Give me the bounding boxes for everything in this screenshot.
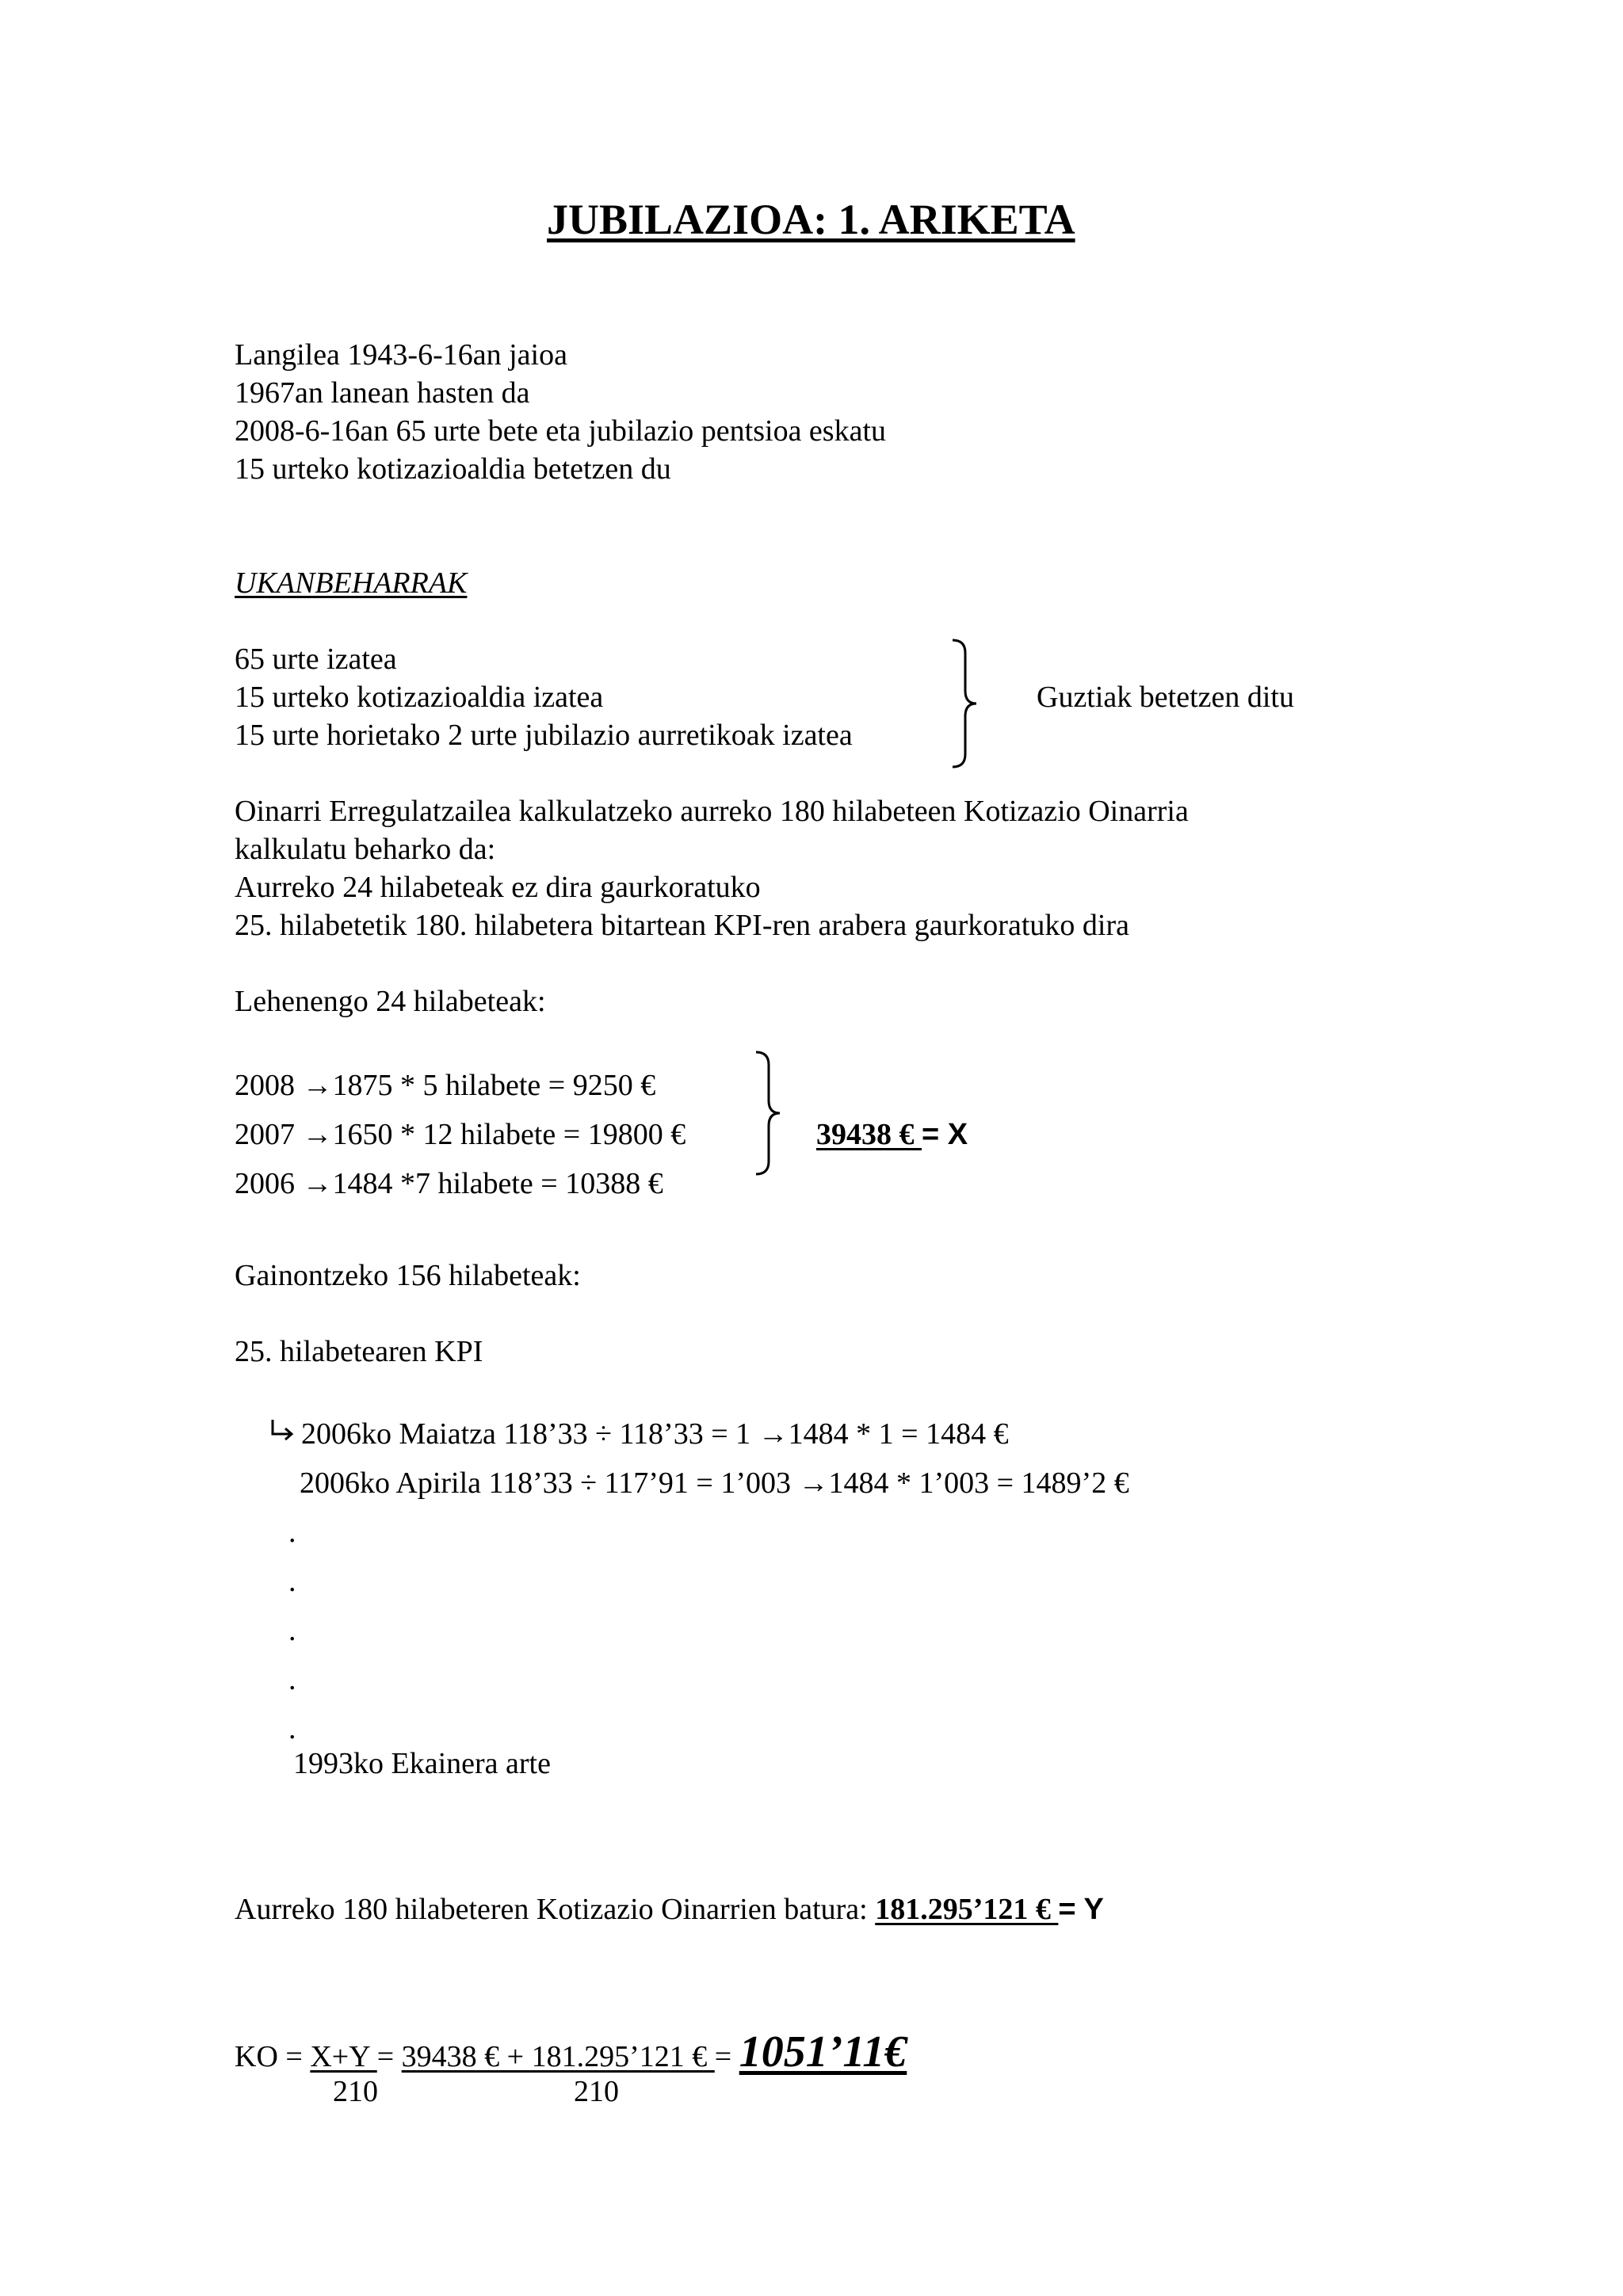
calc-expression: 1484 *7 hilabete = 10388 €	[332, 1167, 663, 1200]
explanation-line: Aurreko 24 hilabeteak ez dira gaurkoratuko	[235, 871, 761, 904]
arrow-right-icon: →	[798, 1466, 829, 1500]
ellipsis-dot: .	[288, 1663, 296, 1696]
calc-year: 2006	[235, 1167, 295, 1200]
formula-numerator-2: 39438 € + 181.295’121 €	[401, 2040, 715, 2073]
right-brace-icon	[949, 639, 981, 769]
intro-line: 1967an lanean hasten da	[235, 376, 530, 410]
formula-denominator-1: 210	[333, 2075, 378, 2108]
explanation-line: kalkulatu beharko da:	[235, 833, 496, 866]
calc-row-2006	[235, 1165, 663, 1203]
sum-line	[235, 1890, 1104, 1928]
calc-year: 2008	[235, 1069, 295, 1102]
kpi-result: 1484 * 1 = 1484 €	[788, 1417, 1009, 1451]
calc-expression: 1875 * 5 hilabete = 9250 €	[332, 1069, 656, 1102]
requirements-conclusion: Guztiak betetzen ditu	[1037, 681, 1294, 714]
explanation-line: 25. hilabetetik 180. hilabetera bitartean KPI-ren arabera gaurkoratuko dira	[235, 909, 1129, 942]
formula-equals: =	[376, 2040, 395, 2073]
sum-value: 181.295’121 €	[875, 1893, 1059, 1926]
formula-equals: =	[714, 2040, 739, 2073]
kpi-heading: 25. hilabetearen KPI	[235, 1335, 483, 1368]
kpi-row	[300, 1464, 1129, 1502]
kpi-result: 1484 * 1’003 = 1489’2 €	[828, 1466, 1129, 1500]
intro-line: 2008-6-16an 65 urte bete eta jubilazio pentsioa eskatu	[235, 414, 887, 448]
formula-line	[235, 2027, 907, 2077]
page-title: JUBILAZIOA: 1. ARIKETA	[547, 196, 1075, 243]
first24-total-value: 39438 €	[816, 1118, 922, 1151]
first24-total	[816, 1116, 968, 1154]
ellipsis-dot: .	[288, 1516, 296, 1549]
kpi-end: 1993ko Ekainera arte	[293, 1747, 551, 1780]
requirements-heading: UKANBEHARRAK	[235, 566, 468, 600]
formula-numerator-1: X+Y	[310, 2040, 377, 2073]
return-arrow-icon	[268, 1417, 296, 1445]
ellipsis-dot: .	[288, 1614, 296, 1647]
kpi-row	[301, 1415, 1009, 1453]
sum-label: Aurreko 180 hilabeteren Kotizazio Oinarrien batura:	[235, 1893, 876, 1926]
first24-total-var: = X	[922, 1118, 968, 1151]
formula-denominator-2: 210	[574, 2075, 619, 2108]
intro-line: Langilea 1943-6-16an jaioa	[235, 338, 567, 372]
ellipsis-dot: .	[288, 1712, 296, 1745]
formula-lhs: KO =	[235, 2040, 311, 2073]
arrow-right-icon: →	[295, 1118, 333, 1151]
arrow-right-icon: →	[295, 1069, 333, 1102]
sum-var: = Y	[1058, 1893, 1104, 1926]
right-brace-icon	[753, 1051, 785, 1176]
requirement-item: 65 urte izatea	[235, 643, 397, 676]
calc-row-2008	[235, 1066, 655, 1104]
kpi-calc: 2006ko Maiatza 118’33 ÷ 118’33 = 1	[301, 1417, 758, 1451]
ellipsis-dot: .	[288, 1565, 296, 1598]
requirement-item: 15 urteko kotizazioaldia izatea	[235, 681, 604, 714]
kpi-calc: 2006ko Apirila 118’33 ÷ 117’91 = 1’003	[300, 1466, 799, 1500]
calc-row-2007	[235, 1116, 685, 1154]
calc-expression: 1650 * 12 hilabete = 19800 €	[332, 1118, 686, 1151]
arrow-right-icon: →	[295, 1167, 333, 1200]
first24-heading: Lehenengo 24 hilabeteak:	[235, 985, 546, 1018]
formula-result: 1051’11€	[739, 2027, 907, 2077]
calc-year: 2007	[235, 1118, 295, 1151]
explanation-line: Oinarri Erregulatzailea kalkulatzeko aurreko 180 hilabeteen Kotizazio Oinarria	[235, 795, 1189, 828]
rest-heading: Gainontzeko 156 hilabeteak:	[235, 1259, 581, 1292]
requirement-item: 15 urte horietako 2 urte jubilazio aurretikoak izatea	[235, 719, 853, 752]
intro-line: 15 urteko kotizazioaldia betetzen du	[235, 452, 671, 486]
arrow-right-icon: →	[758, 1417, 789, 1451]
